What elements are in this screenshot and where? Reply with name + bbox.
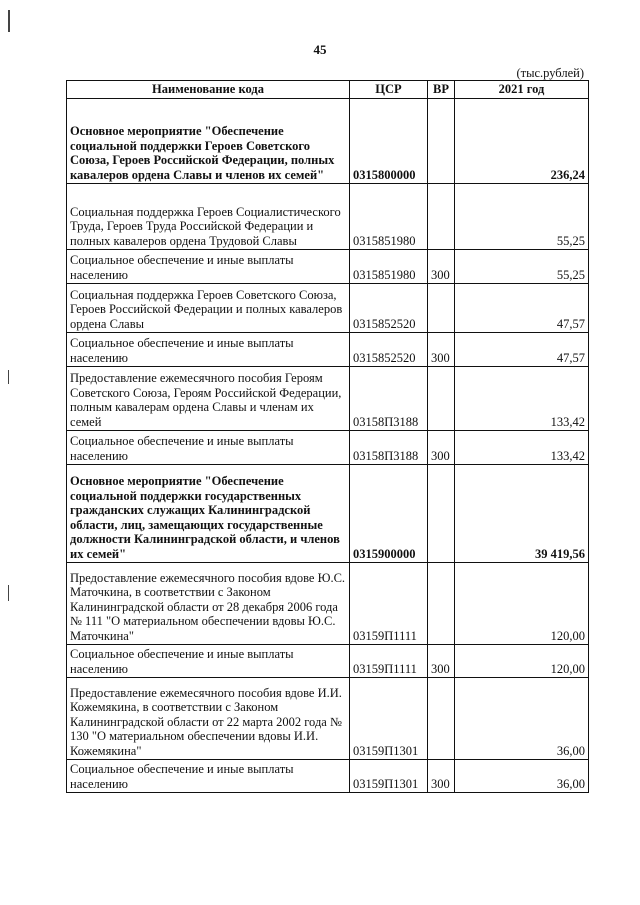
table-row [67, 645, 589, 678]
row-vr [428, 284, 455, 333]
row-vr: 300 [428, 250, 455, 284]
row-name: Социальная поддержка Героев Советского Союза, Героев Российской Федерации и полных кавалеров ордена Славы [67, 284, 350, 333]
row-value: 133,42 [455, 431, 589, 465]
header-name: Наименование кода [67, 81, 350, 99]
row-csr: 03159П1301 [350, 760, 428, 793]
table-row [67, 465, 589, 563]
row-name: Предоставление ежемесячного пособия Героям Советского Союза, Героям Российской Федерации, полным кавалерам ордена Славы и членам их семей [67, 367, 350, 431]
row-name: Основное мероприятие "Обеспечение социальной поддержки государственных гражданских служащих Калининградской области, лиц, замещающих государственные должности Калининградской области, и членов их семей" [67, 465, 350, 563]
row-vr [428, 465, 455, 563]
table-row [67, 431, 589, 465]
header-csr: ЦСР [350, 81, 428, 99]
row-value: 36,00 [455, 678, 589, 760]
row-vr: 300 [428, 333, 455, 367]
table-row [67, 250, 589, 284]
row-vr [428, 184, 455, 250]
page-number: 45 [313, 42, 327, 57]
header-year: 2021 год [455, 81, 589, 99]
row-value: 133,42 [455, 367, 589, 431]
row-name: Социальное обеспечение и иные выплаты населению [67, 760, 350, 793]
row-value: 120,00 [455, 563, 589, 645]
row-value: 55,25 [455, 184, 589, 250]
row-vr [428, 99, 455, 184]
row-vr [428, 678, 455, 760]
row-vr [428, 563, 455, 645]
row-csr: 0315851980 [350, 250, 428, 284]
row-name: Социальное обеспечение и иные выплаты населению [67, 333, 350, 367]
units-label: (тыс.рублей) [516, 66, 584, 80]
row-csr: 03158П3188 [350, 431, 428, 465]
row-csr: 03158П3188 [350, 367, 428, 431]
table-row [67, 184, 589, 250]
row-value: 55,25 [455, 250, 589, 284]
row-vr: 300 [428, 760, 455, 793]
row-name: Социальное обеспечение и иные выплаты населению [67, 250, 350, 284]
row-name: Основное мероприятие "Обеспечение социальной поддержки Героев Советского Союза, Героев Российской Федерации, полных кавалеров ордена Славы и членов их семей" [67, 99, 350, 184]
table-row [67, 333, 589, 367]
scan-edge-mark [8, 585, 9, 601]
row-csr: 0315900000 [350, 465, 428, 563]
header-vr: ВР [428, 81, 455, 99]
row-vr [428, 367, 455, 431]
table-row [67, 760, 589, 793]
row-vr: 300 [428, 431, 455, 465]
scan-edge-mark [8, 10, 10, 32]
row-vr: 300 [428, 645, 455, 678]
row-csr: 0315851980 [350, 184, 428, 250]
table-row [67, 563, 589, 645]
row-value: 39 419,56 [455, 465, 589, 563]
row-csr: 0315852520 [350, 284, 428, 333]
row-name: Социальная поддержка Героев Социалистического Труда, Героев Труда Российской Федерации и полных кавалеров ордена Трудовой Славы [67, 184, 350, 250]
row-csr: 03159П1111 [350, 645, 428, 678]
row-csr: 03159П1111 [350, 563, 428, 645]
table-header-row [67, 81, 589, 99]
table-row [67, 678, 589, 760]
budget-table [66, 80, 589, 793]
table-row [67, 367, 589, 431]
row-name: Предоставление ежемесячного пособия вдове Ю.С. Маточкина, в соответствии с Законом Калининградской области от 28 декабря 2006 года № 111 "О материальном обеспечении вдовы Ю.С. Маточкина" [67, 563, 350, 645]
table-row [67, 284, 589, 333]
row-name: Социальное обеспечение и иные выплаты населению [67, 645, 350, 678]
table-row [67, 99, 589, 184]
row-name: Социальное обеспечение и иные выплаты населению [67, 431, 350, 465]
row-value: 47,57 [455, 333, 589, 367]
row-name: Предоставление ежемесячного пособия вдове И.И. Кожемякина, в соответствии с Законом Калининградской области от 22 марта 2002 года № 130 "О материальном обеспечении вдовы И.И. Кожемякина" [67, 678, 350, 760]
row-value: 120,00 [455, 645, 589, 678]
row-csr: 0315852520 [350, 333, 428, 367]
row-value: 36,00 [455, 760, 589, 793]
row-value: 47,57 [455, 284, 589, 333]
row-csr: 03159П1301 [350, 678, 428, 760]
row-value: 236,24 [455, 99, 589, 184]
row-csr: 0315800000 [350, 99, 428, 184]
scan-edge-mark [8, 370, 9, 384]
